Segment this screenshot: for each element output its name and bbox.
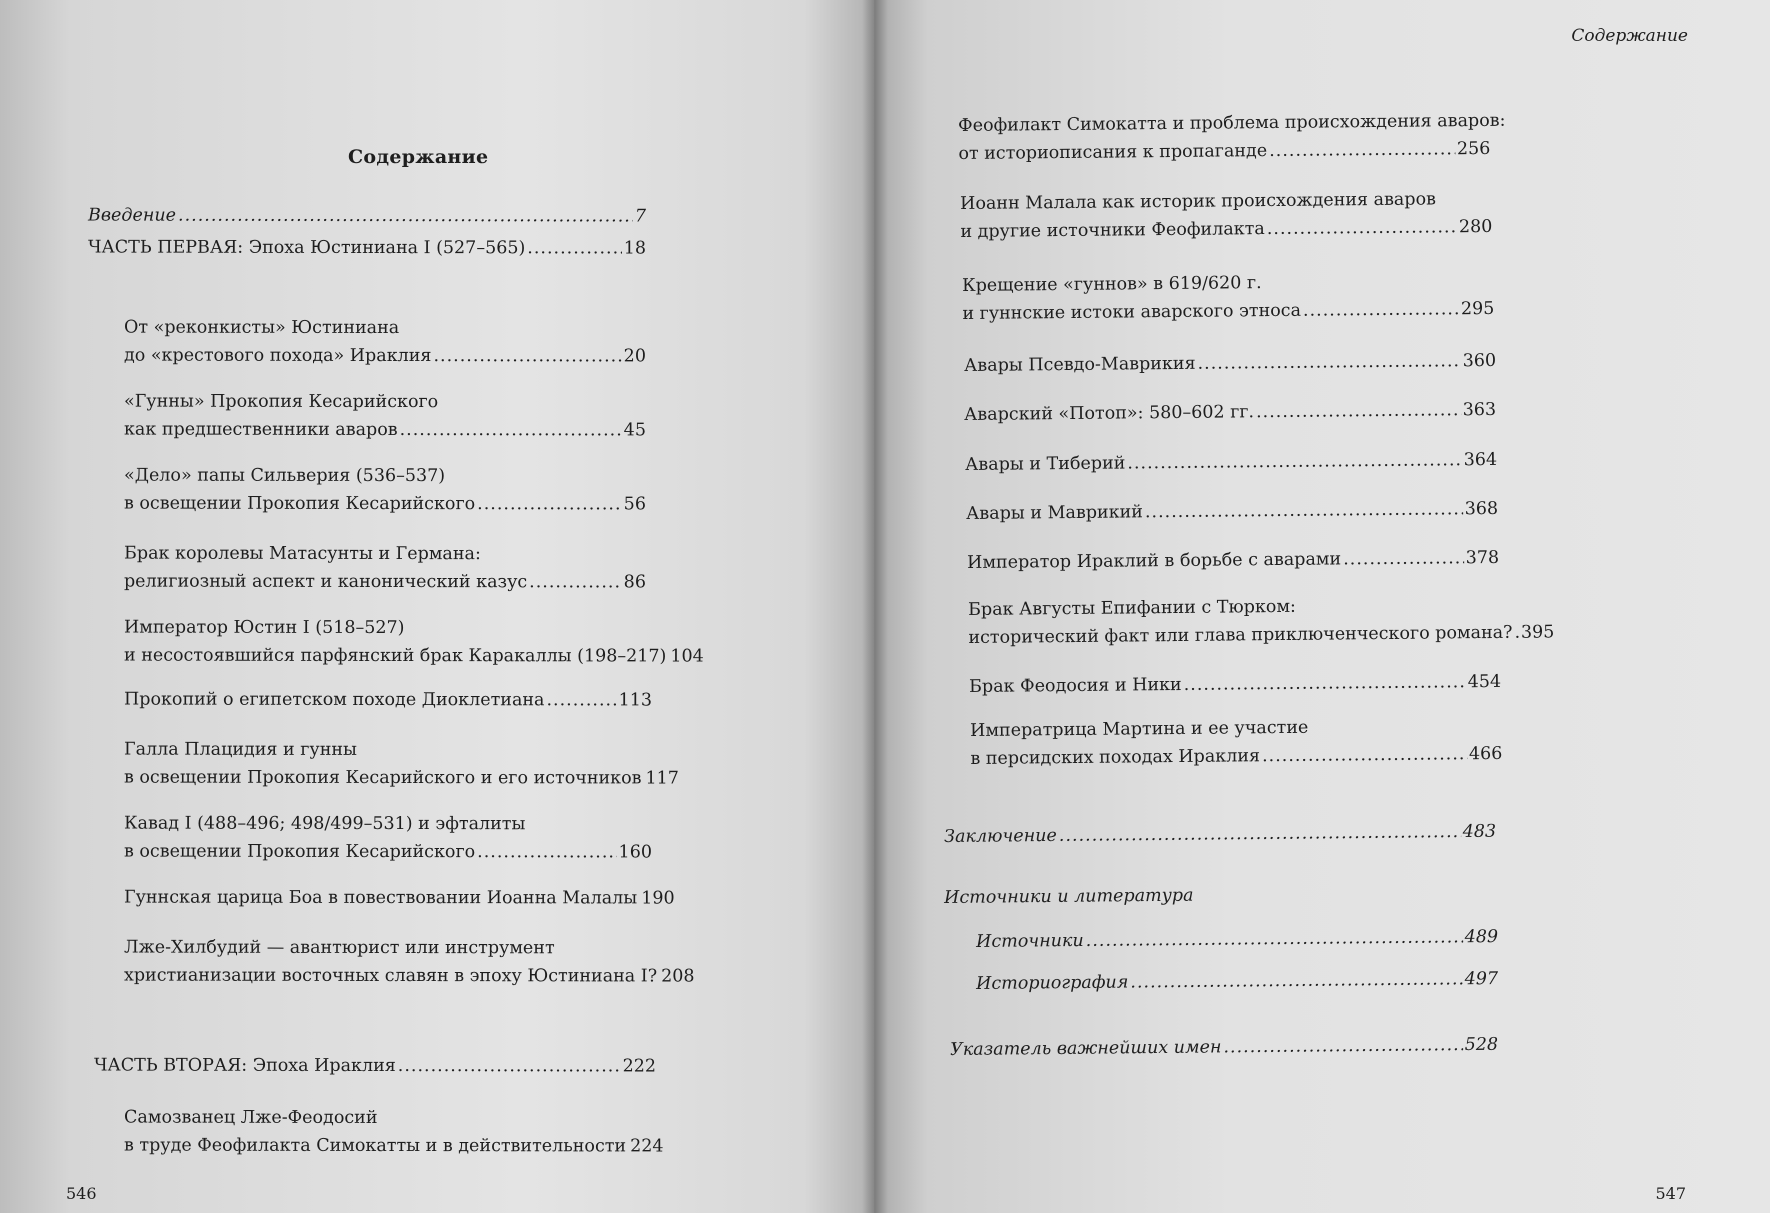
toc-page-number: 113 [618,690,653,711]
toc-page-number: 256 [1456,138,1491,160]
toc-entry-label: и другие источники Феофилакта [960,219,1265,242]
toc-page-number: 208 [661,966,695,987]
toc-entry[interactable] [123,736,679,793]
toc-entry-label: в персидских походах Ираклия [970,746,1261,769]
toc-entry-historiography[interactable] [976,965,1498,998]
toc-entry[interactable] [964,396,1496,429]
left-page [0,0,874,1213]
toc-entry[interactable] [969,668,1501,701]
toc-page-number: 528 [1464,1034,1499,1056]
toc-entry-label: Историография [976,972,1129,994]
toc-entry-label: ЧАСТЬ ПЕРВАЯ: Эпоха Юстиниана I (527–565) [87,237,526,259]
toc-entry-label: Гуннская царица Боа в повествовании Иоанна Малалы [123,887,638,909]
toc-page-number: 45 [623,420,646,441]
toc-entry-label: от историописания к пропаганде [958,141,1268,164]
leader-dots [527,234,621,262]
leader-dots [1184,668,1466,699]
toc-entry-line: «Дело» папы Сильверия (536–537) [124,465,446,487]
toc-page-number: 378 [1465,547,1500,569]
right-page [874,0,1770,1213]
toc-entry[interactable] [965,446,1497,479]
toc-page-number: 117 [645,768,679,789]
toc-entry-line: Императрица Мартина и ее участие [970,717,1309,741]
toc-entry-label: религиозный аспект и канонический казус [123,571,528,593]
toc-entry-line: Брак королевы Матасунты и Германа: [124,543,481,565]
leader-dots [433,342,621,370]
leader-dots [1256,396,1461,426]
leader-dots [1127,446,1462,477]
leader-dots [1223,1031,1463,1061]
toc-entry-label: Прокопий о египетском походе Диоклетиана [123,689,545,711]
toc-entry[interactable] [124,810,652,867]
sources-heading: Источники и литература [944,885,1194,908]
leader-dots [1059,818,1461,850]
toc-entry-line: Крещение «гуннов» в 619/620 г. [962,273,1262,296]
toc-entry[interactable] [970,712,1503,773]
toc-page-number: 86 [623,572,646,593]
toc-page-number: 104 [670,646,704,667]
toc-entry-part-one[interactable] [88,234,646,263]
toc-entry-label: христианизации восточных славян в эпоху Юстиниана I? [123,965,658,987]
toc-entry[interactable] [124,462,646,519]
toc-page-number: 360 [1462,350,1497,372]
toc-page-number: 18 [623,238,647,259]
toc-page-number: 466 [1468,743,1503,765]
toc-entry-label: в освещении Прокопия Кесарийского [123,493,476,515]
page-number: 547 [1655,1184,1686,1203]
leader-dots [1303,295,1459,324]
leader-dots [1269,135,1455,165]
toc-entry-line: Феофилакт Симокатта и проблема происхождения аваров: [958,110,1506,136]
toc-entry-label: Указатель важнейших имен [950,1037,1222,1060]
toc-entry-conclusion[interactable] [944,818,1496,851]
toc-entry-line: Император Юстин I (518–527) [124,617,405,639]
running-head: Содержание [1571,26,1688,46]
toc-page-number: 224 [630,1136,664,1157]
toc-entry-label: как предшественники аваров [123,419,398,441]
toc-entry-line: Кавад I (488–496; 498/499–531) и эфталиты [124,813,526,835]
toc-page-number: 489 [1464,926,1499,948]
toc-entry-line: Иоанн Малала как историк происхождения аваров [960,189,1437,214]
leader-dots [1343,544,1464,573]
toc-page-number: 364 [1463,449,1498,471]
toc-entry-label: Авары Псевдо-Маврикия [964,353,1196,376]
toc-entry-label: в освещении Прокопия Кесарийского [123,841,476,863]
toc-entry-label: Авары и Тиберий [965,453,1126,475]
book-gutter [862,0,888,1213]
toc-page-number: 222 [622,1056,657,1077]
toc-title: Содержание [348,146,489,168]
toc-section-heading [944,879,1496,912]
toc-page-number: 368 [1464,498,1499,520]
toc-entry-introduction[interactable] [88,202,646,231]
toc-entry-label: до «крестового похода» Ираклия [123,345,432,367]
toc-page-number: 190 [641,888,675,909]
toc-entry-label: Брак Феодосия и Ники [969,674,1182,697]
toc-entry[interactable] [123,614,704,671]
toc-entry-part-two[interactable] [94,1052,656,1081]
toc-entry[interactable] [958,107,1506,168]
toc-page-number: 454 [1467,671,1502,693]
leader-dots [178,202,633,231]
toc-entry-line: Брак Августы Епифании с Тюрком: [968,596,1297,620]
toc-entry[interactable] [124,540,646,597]
toc-entry-line: «Гунны» Прокопия Кесарийского [124,391,439,413]
toc-entry[interactable] [962,267,1495,328]
leader-dots [1086,923,1463,955]
toc-entry[interactable] [123,1104,664,1161]
toc-entry-label: Источники [976,930,1084,952]
toc-entry-label: в труде Феофилакта Симокатты и в действительности [123,1135,627,1157]
toc-entry-line: От «реконкисты» Юстиниана [124,317,400,339]
toc-page-number: 363 [1462,399,1497,421]
toc-entry[interactable] [964,347,1496,380]
toc-entry-label: и несостоявшийся парфянский брак Каракаллы (198–217) [123,645,667,667]
leader-dots [1145,495,1463,526]
toc-entry-label: Заключение [944,825,1057,847]
toc-entry[interactable] [123,884,675,913]
leader-dots [1262,740,1467,770]
toc-entry[interactable] [123,934,695,991]
leader-dots [477,838,616,866]
toc-entry-line: Галла Плацидия и гунны [124,739,358,760]
toc-entry-label: в освещении Прокопия Кесарийского и его источников [123,767,642,789]
leader-dots [1130,965,1463,996]
toc-page-number: 56 [623,494,646,515]
toc-page-number: 295 [1460,298,1495,320]
leader-dots [1514,619,1519,647]
leader-dots [400,416,622,444]
toc-entry-line: Лже-Хилбудий — авантюрист или инструмент [124,937,555,959]
toc-page-number: 395 [1520,622,1555,643]
toc-entry-label: исторический факт или глава приключенческого романа? [968,622,1513,648]
toc-page-number: 20 [623,346,646,367]
toc-entry[interactable] [124,686,652,715]
toc-page-number: 483 [1462,821,1497,843]
leader-dots [529,568,622,596]
toc-entry-sources[interactable] [976,923,1498,956]
leader-dots [1197,347,1460,378]
toc-page-number: 160 [618,842,652,863]
toc-entry-label: Введение [87,205,177,226]
toc-entry-line: Самозванец Лже-Феодосий [124,1107,378,1128]
toc-entry-label: Аварский «Потоп»: 580–602 гг. [964,402,1255,425]
toc-entry[interactable] [124,314,646,371]
page-number: 546 [66,1184,97,1203]
toc-entry-label: Император Ираклий в борьбе с аварами [967,549,1342,573]
toc-entry-label: и гуннские истоки аварского этноса [962,300,1302,324]
toc-entry-label: Авары и Маврикий [966,502,1144,524]
toc-entry[interactable] [967,544,1499,577]
leader-dots [1267,213,1457,243]
toc-entry[interactable] [124,388,646,445]
toc-page-number: 280 [1458,216,1493,238]
toc-page-number: 7 [634,206,647,227]
toc-entry[interactable] [968,590,1555,652]
toc-entry-index[interactable] [950,1031,1498,1064]
toc-entry-label: ЧАСТЬ ВТОРАЯ: Эпоха Ираклия [93,1055,396,1077]
toc-entry[interactable] [960,185,1493,246]
toc-entry[interactable] [966,495,1498,528]
leader-dots [477,490,622,518]
leader-dots [546,686,616,714]
toc-page-number: 497 [1464,968,1499,990]
leader-dots [398,1052,621,1080]
